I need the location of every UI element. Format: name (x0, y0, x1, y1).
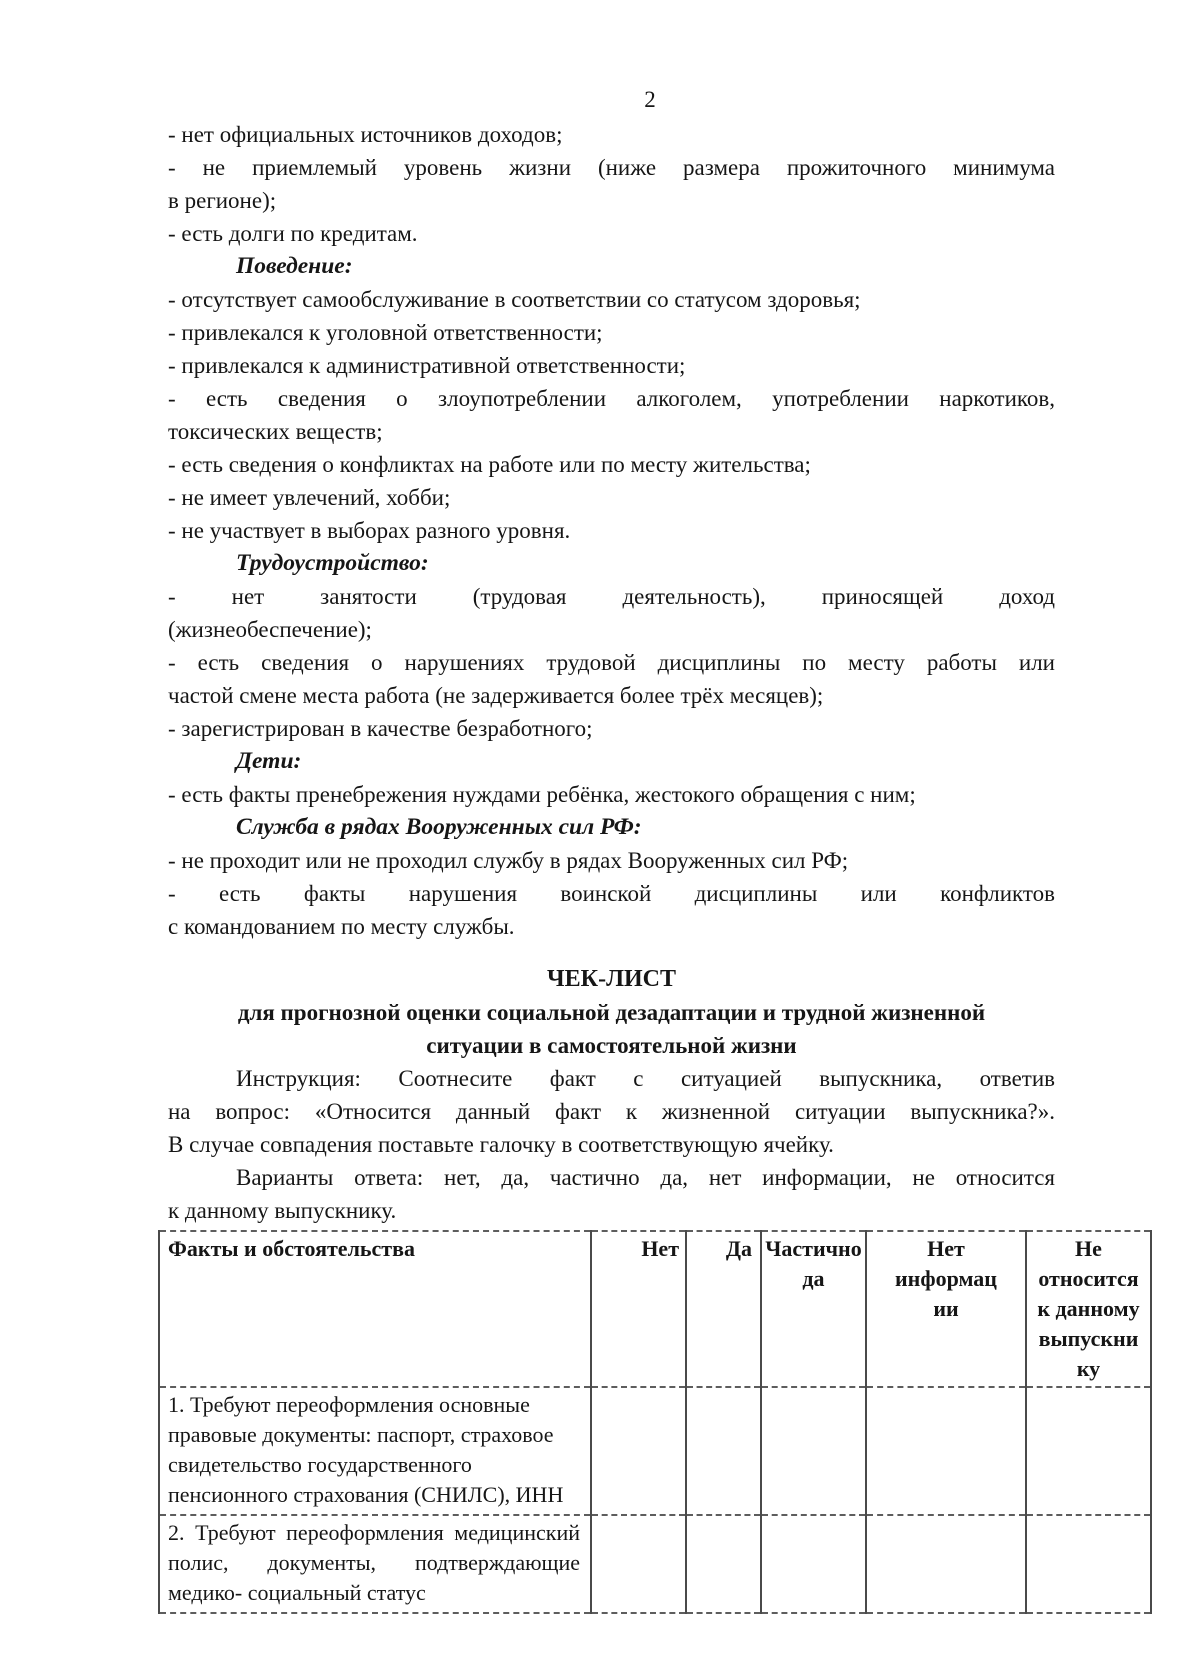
criteria-line: - привлекался к административной ответственности; (168, 353, 686, 378)
criteria-line: (жизнеобеспечение); (168, 617, 372, 642)
table-row (159, 1387, 1151, 1515)
page-content (168, 118, 1140, 1614)
col-header-facts: Факты и обстоятельства (159, 1231, 591, 1387)
criteria-line: - есть долги по кредитам. (168, 221, 418, 246)
answer-cell-partly-yes[interactable] (761, 1515, 866, 1613)
criteria-line: - не проходит или не проходил службу в рядах Вооруженных сил РФ; (168, 848, 849, 873)
answer-cell-yes[interactable] (686, 1515, 761, 1613)
checklist-table-body (159, 1387, 1151, 1613)
fact-cell: 2. Требуют переоформления медицинский полис, документы, подтверждающие медико- социальный статус (159, 1515, 591, 1613)
criteria-line: - есть сведения о злоупотреблении алкоголем, употреблении наркотиков, (168, 386, 1055, 411)
criteria-line: - есть сведения о конфликтах на работе или по месту жительства; (168, 452, 811, 477)
criteria-line: - отсутствует самообслуживание в соответствии со статусом здоровья; (168, 287, 861, 312)
answer-options-line: Варианты ответа: нет, да, частично да, нет информации, не относится (236, 1165, 1055, 1190)
instruction-line: на вопрос: «Относится данный факт к жизненной ситуации выпускника?». (168, 1099, 1055, 1124)
col-header-no-information: Нет информации (866, 1231, 1026, 1387)
criteria-line: - не приемлемый уровень жизни (ниже размера прожиточного минимума (168, 155, 1055, 180)
answer-cell-no-information[interactable] (866, 1387, 1026, 1515)
checklist-table (158, 1230, 1152, 1614)
checklist-subtitle-line: для прогнозной оценки социальной дезадаптации и трудной жизненной (237, 1000, 986, 1025)
instruction-line: Инструкция: Соотнесите факт с ситуацией выпускника, ответив (236, 1066, 1055, 1091)
criteria-line: токсических веществ; (168, 419, 383, 444)
col-header-yes: Да (686, 1231, 761, 1387)
col-header-no: Нет (591, 1231, 686, 1387)
criteria-line: - зарегистрирован в качестве безработного; (168, 716, 593, 741)
criteria-line: - есть факты пренебрежения нуждами ребёнка, жестокого обращения с ним; (168, 782, 916, 807)
checklist-subtitle-line: ситуации в самостоятельной жизни (426, 1033, 797, 1058)
table-row (159, 1515, 1151, 1613)
answer-cell-not-applicable[interactable] (1026, 1515, 1151, 1613)
checklist-title: ЧЕК-ЛИСТ (547, 966, 676, 992)
answer-cell-partly-yes[interactable] (761, 1387, 866, 1515)
section-heading-children: Дети: (236, 748, 302, 774)
criteria-line: - не имеет увлечений, хобби; (168, 485, 451, 510)
criteria-line: - не участвует в выборах разного уровня. (168, 518, 571, 543)
answer-cell-no[interactable] (591, 1387, 686, 1515)
header-row (159, 1231, 1151, 1387)
instruction-line: В случае совпадения поставьте галочку в соответствующую ячейку. (168, 1132, 834, 1157)
criteria-line: частой смене места работа (не задерживается более трёх месяцев); (168, 683, 824, 708)
col-header-partly-yes: Частично да (761, 1231, 866, 1387)
criteria-line: - нет занятости (трудовая деятельность), приносящей доход (168, 584, 1055, 609)
criteria-line: - привлекался к уголовной ответственности; (168, 320, 603, 345)
criteria-line: в регионе); (168, 188, 277, 213)
criteria-line: с командованием по месту службы. (168, 914, 515, 939)
fact-cell: 1. Требуют переоформления основные правовые документы: паспорт, страховое свидетельство государственного пенсионного страхования (СНИЛС), ИНН (159, 1387, 591, 1515)
answer-options-line: к данному выпускнику. (168, 1198, 397, 1223)
page-number: 2 (644, 87, 656, 112)
answer-cell-yes[interactable] (686, 1387, 761, 1515)
criteria-line: - есть сведения о нарушениях трудовой дисциплины по месту работы или (168, 650, 1055, 675)
checklist-table-header (159, 1231, 1151, 1387)
section-heading-military-service: Служба в рядах Вооруженных сил РФ: (236, 814, 642, 840)
section-heading-employment: Трудоустройство: (236, 550, 429, 576)
section-heading-behavior: Поведение: (236, 253, 353, 279)
answer-cell-not-applicable[interactable] (1026, 1387, 1151, 1515)
answer-cell-no-information[interactable] (866, 1515, 1026, 1613)
answer-cell-no[interactable] (591, 1515, 686, 1613)
col-header-not-applicable: Не относится к данному выпускнику (1026, 1231, 1151, 1387)
criteria-line: - нет официальных источников доходов; (168, 122, 563, 147)
criteria-line: - есть факты нарушения воинской дисциплины или конфликтов (168, 881, 1055, 906)
